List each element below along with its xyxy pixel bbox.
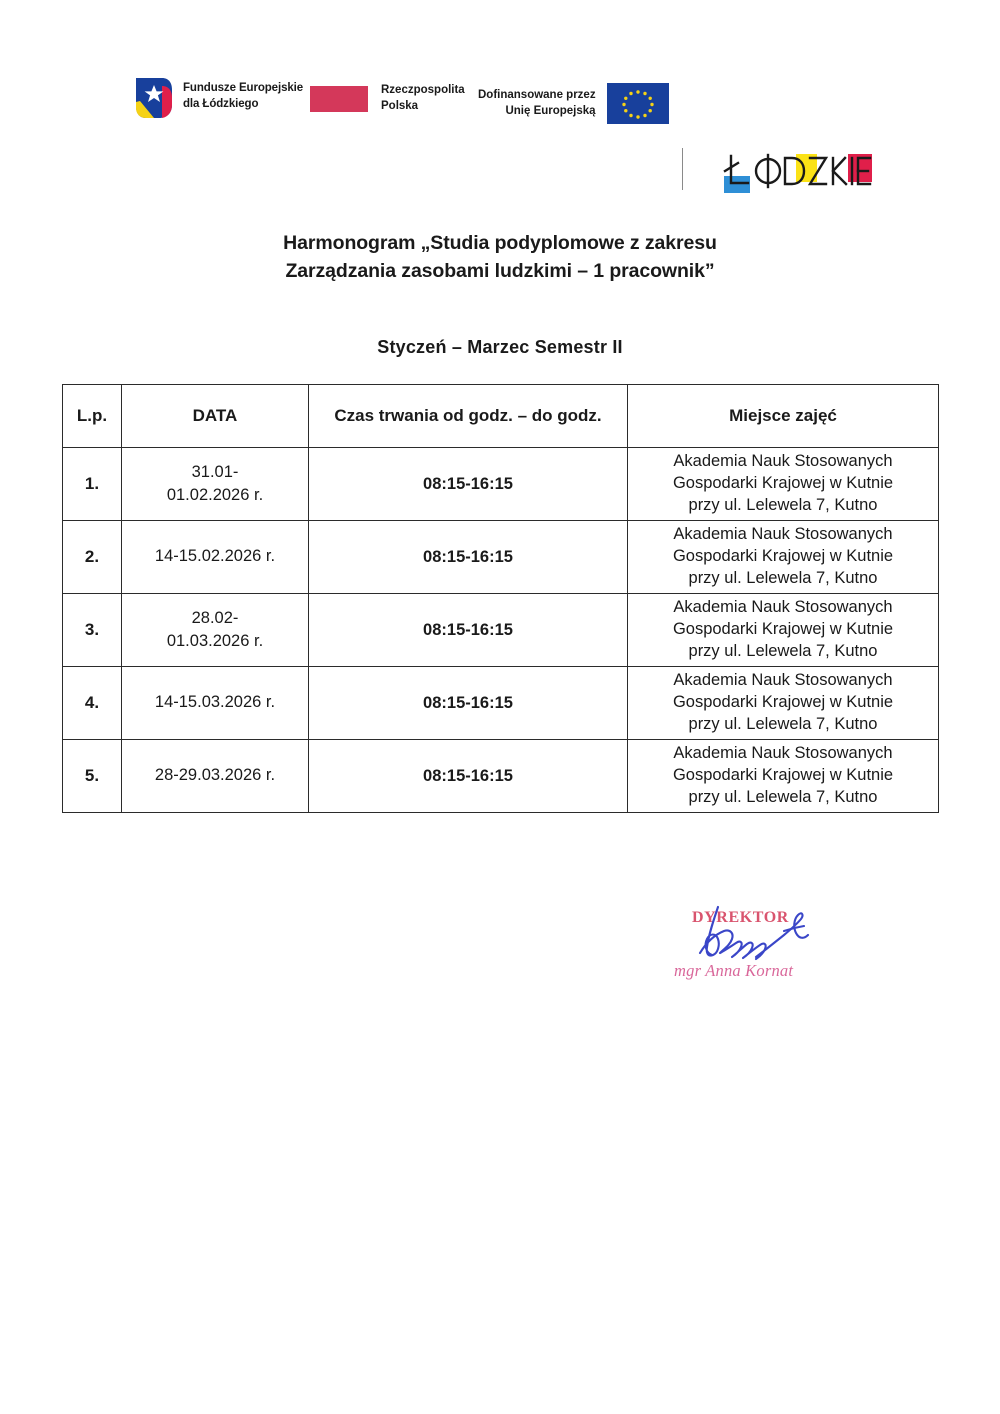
unia-europejska-logo xyxy=(478,83,669,124)
table-row xyxy=(63,667,939,740)
cell-lp: 4. xyxy=(63,667,122,740)
signature-block xyxy=(670,903,870,989)
rzeczpospolita-polska-logo xyxy=(310,83,465,114)
cell-date-line-1: 14-15.03.2026 r. xyxy=(154,693,276,712)
cell-place-line-3: przy ul. Lelewela 7, Kutno xyxy=(688,787,878,806)
cell-lp: 3. xyxy=(63,594,122,667)
cell-lp: 2. xyxy=(63,521,122,594)
schedule-table-wrapper xyxy=(62,384,938,813)
table-row xyxy=(63,740,939,813)
document-title-line-1: Harmonogram „Studia podyplomowe z zakresu xyxy=(283,232,717,254)
logo-strip xyxy=(0,72,1000,136)
rzeczpospolita-line-1: Rzeczpospolita xyxy=(381,84,465,96)
cell-date xyxy=(122,740,309,813)
table-row xyxy=(63,521,939,594)
header-divider xyxy=(682,148,683,190)
cell-place-line-2: Gospodarki Krajowej w Kutnie xyxy=(672,547,894,566)
cell-place-line-2: Gospodarki Krajowej w Kutnie xyxy=(672,693,894,712)
rzeczpospolita-label xyxy=(381,83,465,114)
cell-place-line-1: Akademia Nauk Stosowanych xyxy=(673,744,893,763)
cell-place-line-2: Gospodarki Krajowej w Kutnie xyxy=(672,766,894,785)
poland-flag-icon xyxy=(310,86,368,112)
document-title xyxy=(0,230,1000,285)
cell-lp: 5. xyxy=(63,740,122,813)
cell-date-line-1: 28.02- xyxy=(191,608,239,627)
document-subtitle: Styczeń – Marzec Semestr II xyxy=(377,337,623,357)
cell-place-line-1: Akademia Nauk Stosowanych xyxy=(673,671,893,690)
cell-place-line-3: przy ul. Lelewela 7, Kutno xyxy=(688,568,878,587)
signature-role-stamp: DYREKTOR xyxy=(692,909,789,926)
fundusze-europejskie-label xyxy=(183,81,303,112)
cell-time: 08:15-16:15 xyxy=(309,667,628,740)
cell-date xyxy=(122,667,309,740)
lodzkie-region-logo xyxy=(722,150,874,196)
cell-time: 08:15-16:15 xyxy=(309,521,628,594)
table-row xyxy=(63,448,939,521)
cell-place xyxy=(628,594,939,667)
table-row xyxy=(63,594,939,667)
unia-line-1: Dofinansowane przez xyxy=(478,88,596,101)
cell-place-line-2: Gospodarki Krajowej w Kutnie xyxy=(672,620,894,639)
cell-place-line-3: przy ul. Lelewela 7, Kutno xyxy=(688,641,878,660)
cell-place xyxy=(628,448,939,521)
cell-date xyxy=(122,521,309,594)
cell-date-line-1: 31.01- xyxy=(191,462,239,481)
unia-line-2: Unię Europejską xyxy=(505,104,596,117)
fundusze-line-2: dla Łódzkiego xyxy=(183,98,259,110)
rzeczpospolita-line-2: Polska xyxy=(381,99,419,112)
cell-place xyxy=(628,521,939,594)
column-header-date: DATA xyxy=(122,385,309,448)
table-header-row xyxy=(63,385,939,448)
fundusze-europejskie-star-icon xyxy=(132,72,174,122)
cell-date-line-2: 01.03.2026 r. xyxy=(166,632,264,650)
cell-place xyxy=(628,740,939,813)
column-header-lp: L.p. xyxy=(63,385,122,448)
cell-place-line-2: Gospodarki Krajowej w Kutnie xyxy=(672,474,894,493)
cell-place xyxy=(628,667,939,740)
schedule-table xyxy=(62,384,939,813)
cell-time: 08:15-16:15 xyxy=(309,594,628,667)
table-header xyxy=(63,385,939,448)
cell-time: 08:15-16:15 xyxy=(309,448,628,521)
cell-lp: 1. xyxy=(63,448,122,521)
table-body xyxy=(63,448,939,813)
unia-label xyxy=(478,88,596,119)
fundusze-europejskie-logo xyxy=(132,72,303,122)
cell-place-line-1: Akademia Nauk Stosowanych xyxy=(673,598,893,617)
signature-name: mgr Anna Kornat xyxy=(674,961,794,980)
cell-date-line-2: 01.02.2026 r. xyxy=(166,486,264,504)
cell-date xyxy=(122,594,309,667)
cell-date xyxy=(122,448,309,521)
eu-flag-icon xyxy=(607,83,669,124)
cell-place-line-3: przy ul. Lelewela 7, Kutno xyxy=(688,714,878,733)
fundusze-line-1: Fundusze Europejskie xyxy=(183,82,304,95)
cell-place-line-1: Akademia Nauk Stosowanych xyxy=(673,452,893,471)
cell-place-line-3: przy ul. Lelewela 7, Kutno xyxy=(688,495,878,514)
column-header-place: Miejsce zajęć xyxy=(628,385,939,448)
column-header-time: Czas trwania od godz. – do godz. xyxy=(309,385,628,448)
cell-date-line-1: 14-15.02.2026 r. xyxy=(154,547,276,566)
document-title-line-2: Zarządzania zasobami ludzkimi – 1 pracownik” xyxy=(285,259,715,282)
cell-place-line-1: Akademia Nauk Stosowanych xyxy=(673,525,893,544)
cell-date-line-1: 28-29.03.2026 r. xyxy=(154,766,276,785)
cell-time: 08:15-16:15 xyxy=(309,740,628,813)
